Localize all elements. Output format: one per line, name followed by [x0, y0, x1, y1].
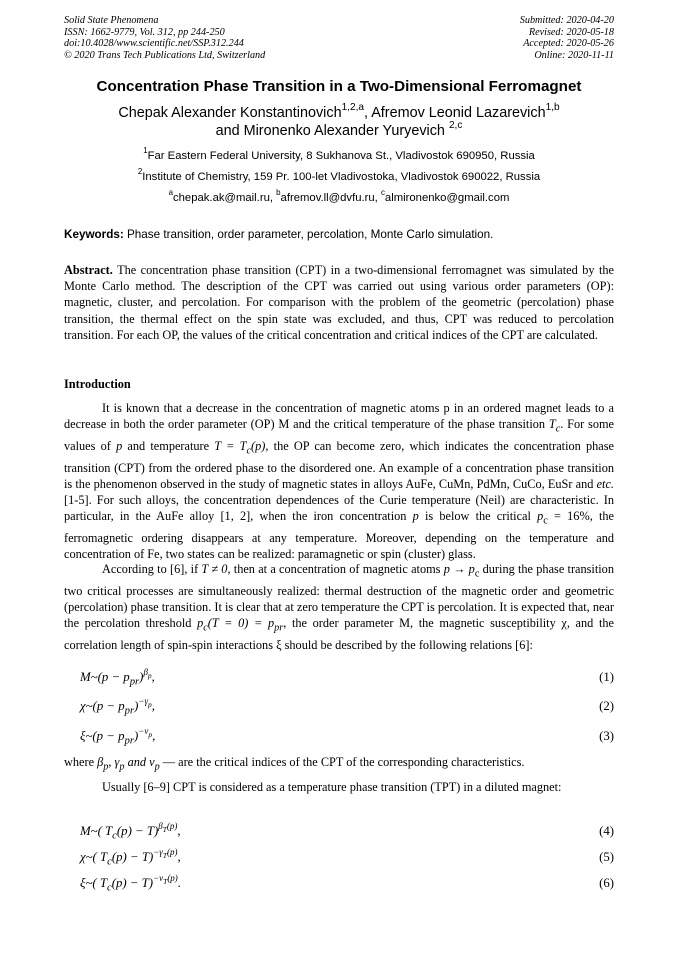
keywords [64, 228, 618, 241]
equation-number: (4) [599, 824, 614, 838]
author-2-sup: 1,b [545, 102, 560, 114]
equation-5: χ~( $T_c(p) - T)^{-\gamma_T(p)}$, (5) [80, 847, 614, 868]
section-heading-introduction: Introduction [64, 377, 131, 391]
doi-line: doi:10.4028/www.scientific.net/SSP.312.244 [64, 38, 244, 50]
intro-paragraph-2: According to [6], if T ≠ 0, then at a concentration of magnetic atoms $p \to p_c$ during the phase transition two critical processes are simultaneously realized: thermal destruction of the magnetic order and geometric (percolation) phase transition. It is clear that at zero temperature the CPT is percolation. It is expected that, near the percolation threshold $p_c(T = 0) = p_{pr}$, the order parameter M, the magnetic susceptibility χ, and the correlation length of spin-spin interactions ξ should be described by the following relations [6]: [64, 562, 614, 652]
intro-paragraph-1: It is known that a decrease in the concentration of magnetic atoms p in an ordered magnet leads to a decrease in both the order parameter (OP) M and the critical temperature of the phase transition $T_c$. For some values of p and temperature $T = T_c(p)$, the OP can become zero, which indicates the concentration phase transition (CPT) from the ordered phase to the disordered one. An example of a concentration phase transition is the phenomenon observed in the study of magnetic states in alloys AuFe, CuMn, PdMn, CuCo, EuSr and etc. [1-5]. For such alloys, the concentration dependences of the Curie temperature (Neil) are characteristic. In particular, in the AuFe alloy [1, 2], when the iron concentration p is below the critical $p_c = 16\%$, the ferromagnetic ordering disappears at any temperature. Moreover, depending on the temperature and concentration of Fe, two states can be realized: paramagnetic or spin (cluster) glass. [64, 401, 614, 561]
author-3-sup: 2,c [448, 120, 463, 132]
equation-2: χ~(p − $p_{pr})^{-\gamma_p}$, (2) [80, 696, 614, 717]
online-date: Online: 2020-11-11 [534, 49, 614, 61]
abstract-text: The concentration phase transition (CPT) in a two-dimensional ferromagnet was simulated by the Monte Carlo method. The description of the CPT was carried out using various order parameters (OP): magnetic, cluster, and percolation. For comparison with the problem of the geometric (percolation) phase transition, the thermal effect on the spin state was excluded, and thus, CPT was reduced to percolation transition. For each OP, the values of the critical concentration and critical indices of the CPT are calculated. [64, 263, 614, 342]
equation-number: (6) [599, 876, 614, 890]
paper-title: Concentration Phase Transition in a Two-Dimensional Ferromagnet [96, 78, 582, 95]
journal-info [64, 15, 265, 61]
equation-number: (5) [599, 850, 614, 864]
equation-4: M~( $T_c(p) - T)^{\beta_T(p)}$, (4) [80, 821, 614, 842]
affiliation-2: $^2$Institute of Chemistry, 159 Pr. 100-let Vladivostoka, Vladivostok 690022, Russia [137, 167, 541, 183]
keywords-text: Phase transition, order parameter, percolation, Monte Carlo simulation. [123, 228, 494, 241]
author-1-sup: 1,2,a [341, 102, 364, 114]
journal-name: Solid State Phenomena [64, 15, 159, 26]
submission-dates [520, 15, 614, 61]
author-emails: $^a$chepak.ak@mail.ru, $^b$afremov.ll@dvfu.ru, $^c$almironenko@gmail.com [168, 188, 510, 204]
issn-line: ISSN: 1662-9779, Vol. 312, pp 244-250 [64, 26, 225, 38]
author-list [40, 104, 638, 140]
revised-date: Revised: 2020-05-18 [528, 26, 614, 38]
keywords-label: Keywords: [64, 228, 124, 241]
email-link-a[interactable]: chepak.ak@mail.ru, [173, 192, 277, 204]
copyright-line: © 2020 Trans Tech Publications Ltd, Switzerland [64, 49, 266, 61]
equation-1: M~(p − $p_{pr})^{\beta_p}$, (1) [80, 667, 614, 688]
affiliation-1: $^1$Far Eastern Federal University, 8 Sukhanova St., Vladivostok 690950, Russia [143, 146, 535, 162]
abstract-label: Abstract. [64, 263, 113, 277]
submitted-date: Submitted: 2020-04-20 [519, 15, 614, 26]
accepted-date: Accepted: 2020-05-26 [523, 38, 614, 50]
author-2: , Afremov Leonid Lazarevich [364, 105, 546, 121]
equation-number: (1) [599, 670, 614, 684]
author-3: and Mironenko Alexander Yuryevich [215, 123, 449, 139]
email-link-c[interactable]: almironenko@gmail.com [384, 192, 510, 204]
intro-paragraph-3: Usually [6–9] CPT is considered as a temperature phase transition (TPT) in a diluted magnet: [102, 780, 562, 794]
abstract [64, 262, 614, 343]
author-1: Chepak Alexander Konstantinovich [118, 105, 342, 121]
equation-number: (2) [599, 699, 614, 713]
email-link-b[interactable]: afremov.ll@dvfu.ru, [280, 192, 381, 204]
equation-3: ξ~(p − $p_{pr})^{-\nu_p}$, (3) [80, 726, 614, 747]
equation-6: ξ~( $T_c(p) - T)^{-\nu_T(p)}$. (6) [80, 873, 614, 894]
equation-number: (3) [599, 729, 614, 743]
where-clause: where $\beta_p$, $\gamma_p$ and $\nu_p$ — are the critical indices of the CPT of the corresponding characteristics. [64, 755, 525, 773]
